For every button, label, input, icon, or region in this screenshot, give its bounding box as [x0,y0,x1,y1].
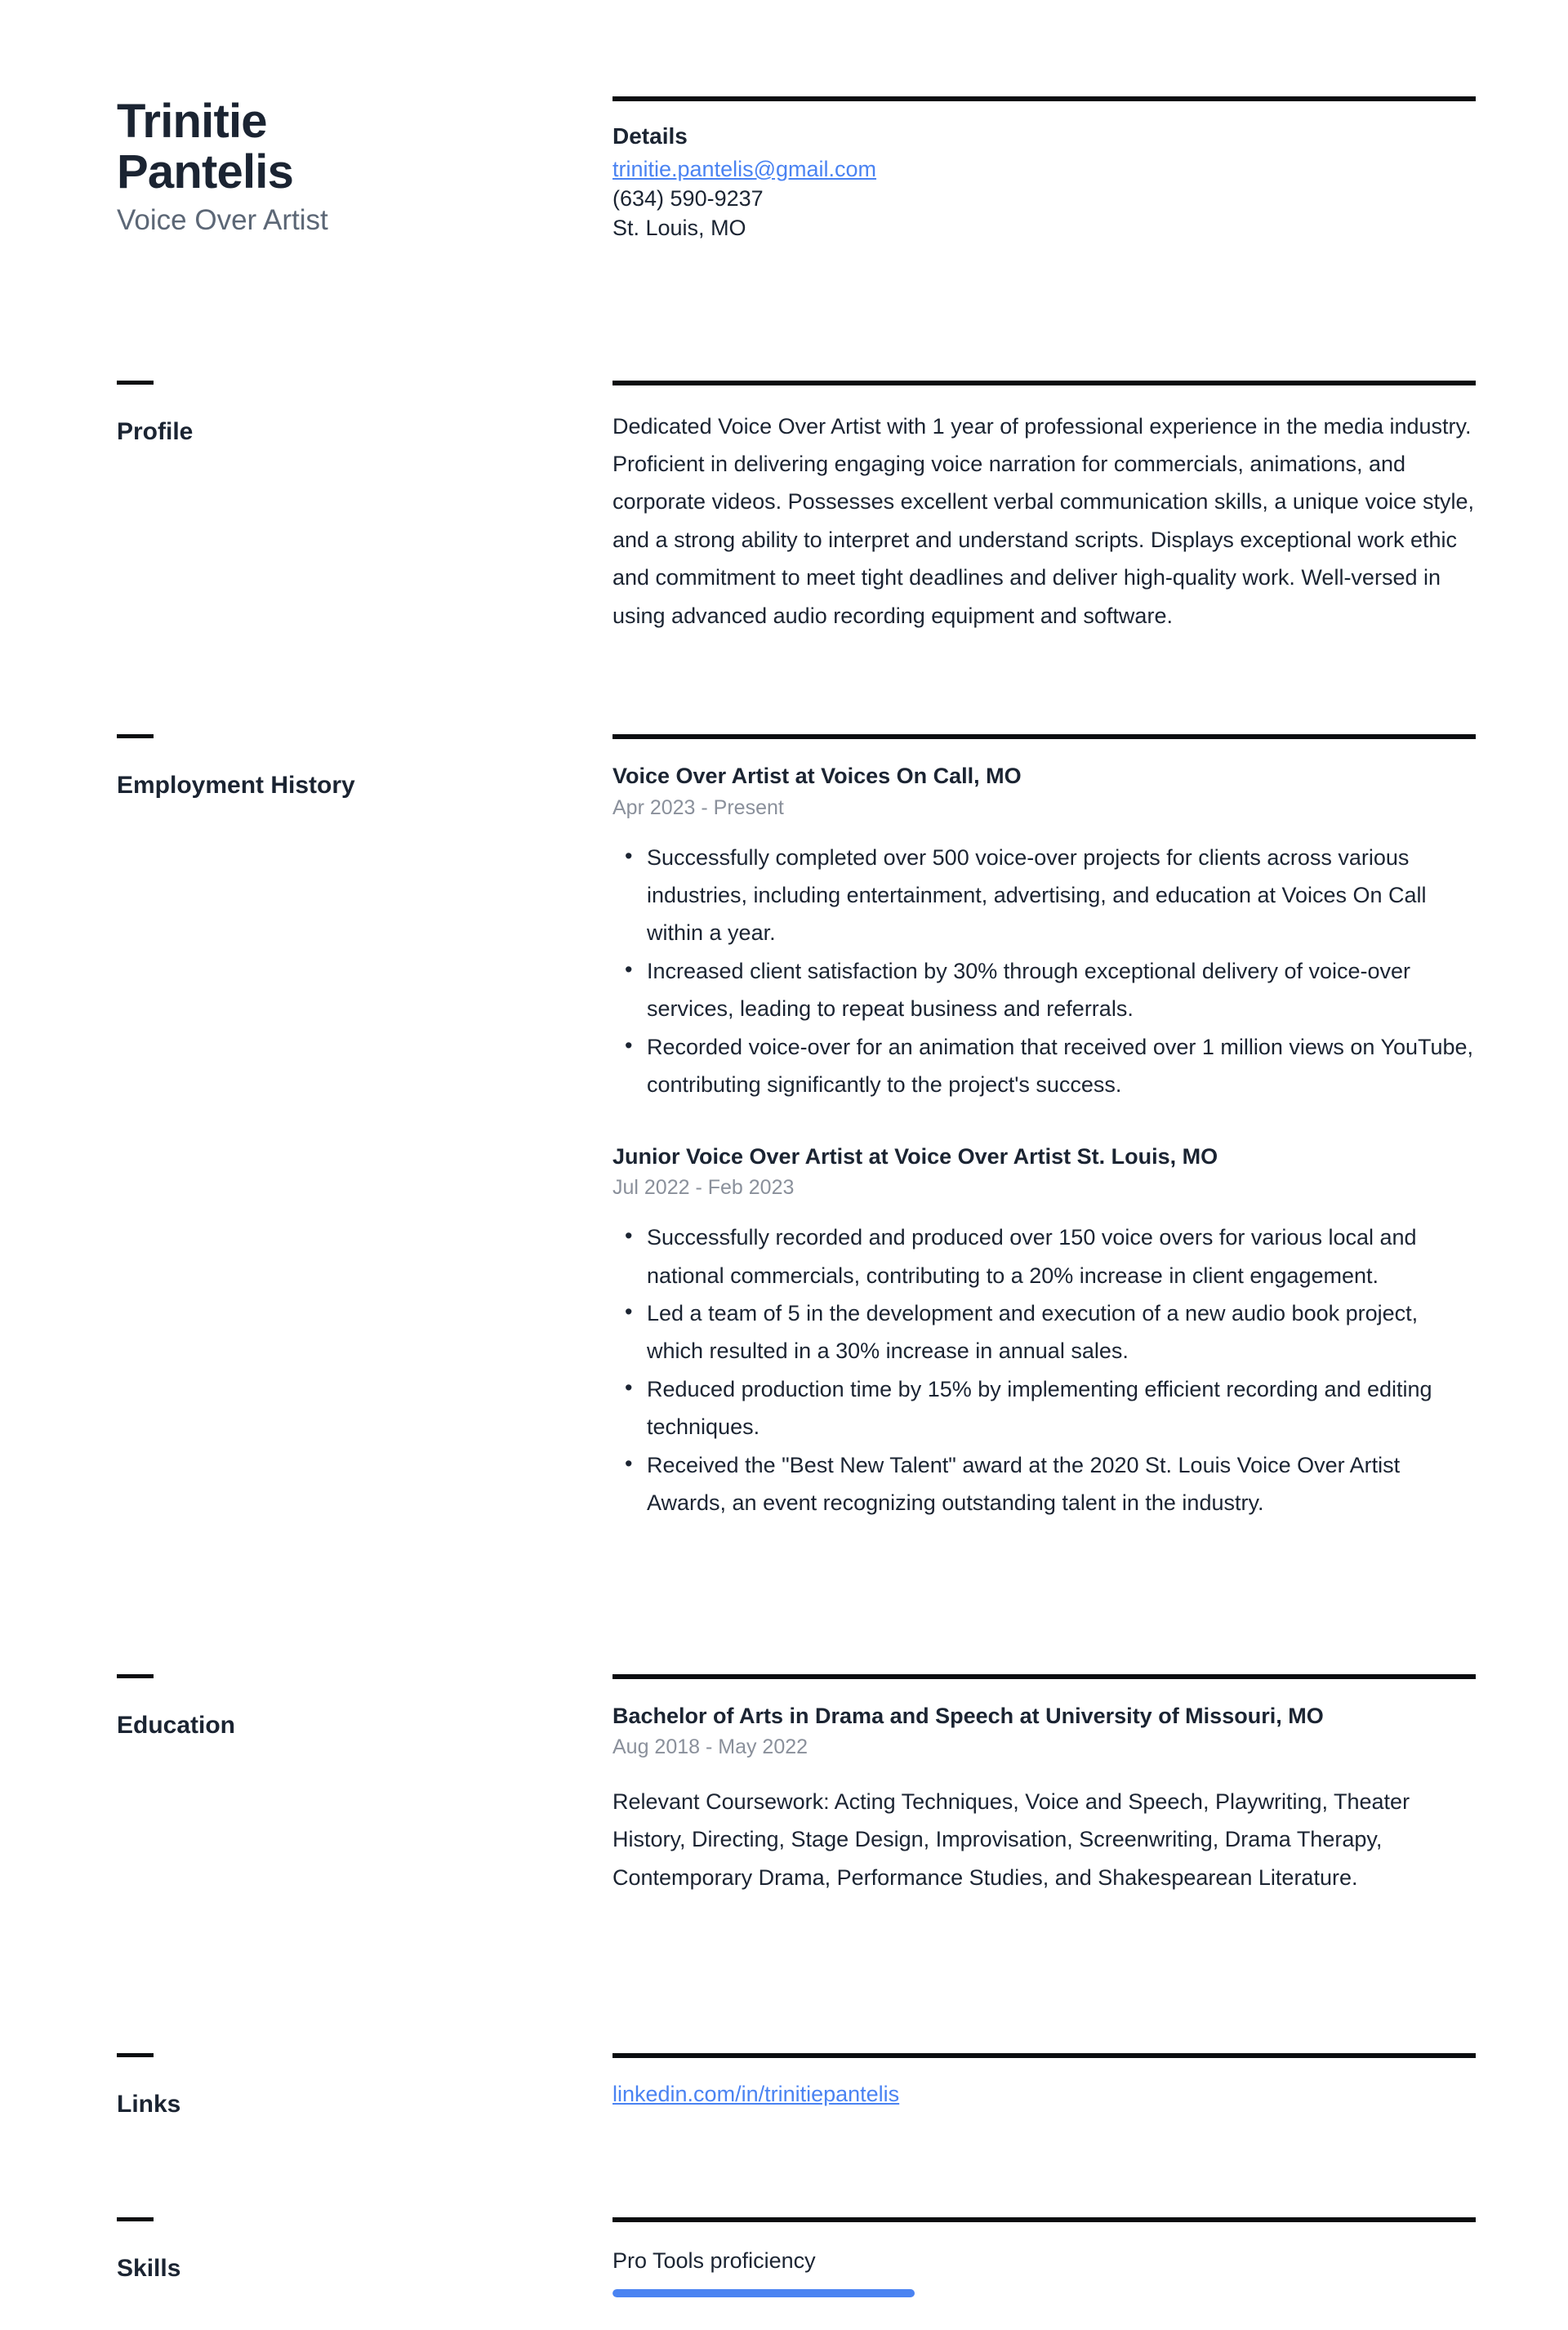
name-block [117,96,612,238]
employment-entry [612,1142,1476,1522]
education-label-block [117,1674,612,1740]
entry-note: Relevant Coursework: Acting Techniques, Voice and Speech, Playwriting, Theater History, Directing, Stage Design, Improvisation, Screenwriting, Drama Therapy, Contemporary Drama, Performance Studies, and Shakespearean Literature. [612,1789,1410,1890]
entry-title: Bachelor of Arts in Drama and Speech at University of Missouri, MO [612,1703,1324,1728]
section-dash [117,2217,154,2221]
links-section [117,2053,1476,2119]
profile-section [117,381,1476,635]
employment-entry [612,761,1476,1104]
list-item: • Increased client satisfaction by 30% through exceptional delivery of voice-over services, leading to repeat business and referrals. [647,952,1476,1028]
first-name: Trinitie [117,95,267,148]
skills-content [612,2217,1476,2297]
job-title: Voice Over Artist [117,204,328,237]
section-dash [117,381,154,385]
section-dash [117,1674,154,1678]
section-dash [117,734,154,738]
details-column [612,96,1476,243]
profile-label-block [117,381,612,447]
list-item: • Reduced production time by 15% by implementing efficient recording and editing techniques. [647,1370,1476,1446]
section-dash [117,2053,154,2057]
employment-label-block [117,734,612,800]
list-item: • Successfully recorded and produced over 150 voice overs for various local and national commercials, contributing to a 20% increase in client engagement. [647,1218,1476,1294]
list-item: • Recorded voice-over for an animation that received over 1 million views on YouTube, contributing significantly to the project's success. [647,1028,1476,1104]
entry-date: Jul 2022 - Feb 2023 [612,1176,795,1200]
entry-bullets [612,1218,1476,1522]
section-label-skills: Skills [117,2255,181,2283]
last-name: Pantelis [117,145,294,199]
entry-date: Aug 2018 - May 2022 [612,1735,808,1759]
profile-text: Dedicated Voice Over Artist with 1 year of professional experience in the media industry. Proficient in delivering engaging voice narration for commercials, animations, and corporate videos. Possesses excellent verbal communication skills, a unique voice style, and a strong ability to interpret and understand scripts. Displays exceptional work ethic and commitment to meet tight deadlines and deliver high-quality work. Well-versed in using advanced audio recording equipment and software. [612,413,1475,628]
link-row [612,2080,1476,2109]
skills-list [612,2222,1476,2297]
skill-item [612,2244,1476,2297]
list-item: • Successfully completed over 500 voice-over projects for clients across various industries, including entertainment, advertising, and education at Voices On Call within a year. [647,839,1476,952]
links-list [612,2058,1476,2109]
skill-name: Pro Tools proficiency [612,2248,816,2274]
page-title [117,96,460,198]
entry-title: Junior Voice Over Artist at Voice Over Artist St. Louis, MO [612,1143,1218,1169]
details-block [612,101,1476,243]
list-item: • Received the "Best New Talent" award at the 2020 St. Louis Voice Over Artist Awards, an event recognizing outstanding talent in the industry. [647,1446,1476,1522]
education-section [117,1674,1476,1897]
header-section [117,96,1476,243]
employment-content [612,734,1476,1521]
list-item: • Led a team of 5 in the development and execution of a new audio book project, which resulted in a 30% increase in annual sales. [647,1294,1476,1370]
section-label-profile: Profile [117,417,194,445]
email-line [612,155,1476,185]
section-label-education: Education [117,1711,236,1739]
entry-title: Voice Over Artist at Voices On Call, MO [612,764,1022,789]
linkedin-link[interactable]: linkedin.com/in/trinitiepantelis [612,2082,900,2107]
links-content [612,2053,1476,2109]
email-link[interactable]: trinitie.pantelis@gmail.com [612,156,877,181]
links-label-block [117,2053,612,2119]
education-content [612,1674,1476,1897]
skills-section [117,2217,1476,2297]
skill-bar-fill [612,2289,915,2297]
employment-entries [612,739,1476,1521]
employment-section [117,734,1476,1521]
skills-label-block [117,2217,612,2283]
profile-content [612,381,1476,635]
location-line: St. Louis, MO [612,215,746,240]
details-heading: Details [612,123,688,149]
entry-date: Apr 2023 - Present [612,795,784,819]
section-label-employment: Employment History [117,772,355,800]
section-label-links: Links [117,2091,181,2118]
phone-line: (634) 590-9237 [612,185,764,211]
entry-bullets [612,839,1476,1104]
skill-bar-track [612,2289,1476,2297]
education-entries [612,1679,1476,1897]
education-entry [612,1701,1476,1897]
